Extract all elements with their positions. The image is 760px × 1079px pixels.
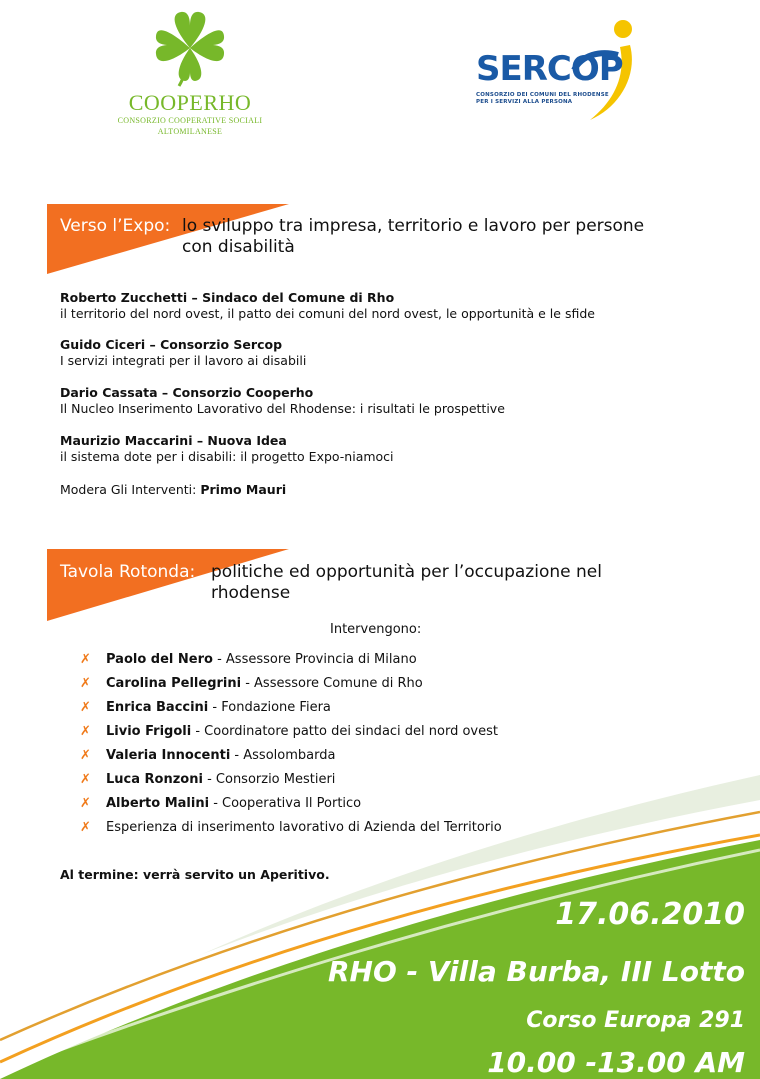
cross-bullet-icon: ✗ <box>80 676 91 691</box>
participants-list <box>80 650 502 842</box>
section1-prefix: Verso l’Expo: <box>60 216 171 236</box>
cooperho-logo <box>100 10 280 140</box>
event-time: 10.00 -13.00 AM <box>487 1046 745 1079</box>
moderator-label: Modera Gli Interventi: <box>60 482 201 497</box>
cross-bullet-icon: ✗ <box>80 796 91 811</box>
participant-role: - Cooperativa Il Portico <box>209 796 362 811</box>
participant-role: - Assolombarda <box>230 748 336 763</box>
participant-role: Esperienza di inserimento lavorativo di Azienda del Territorio <box>106 820 502 835</box>
speaker-topic: il sistema dote per i disabili: il progetto Expo-niamoci <box>60 449 394 464</box>
sercop-subtitle-1: CONSORZIO DEI COMUNI DEL RHODENSE <box>476 92 609 98</box>
event-place: RHO - Villa Burba, III Lotto <box>327 955 745 988</box>
participant-name: Alberto Malini <box>106 796 210 811</box>
cross-bullet-icon: ✗ <box>80 700 91 715</box>
speaker-topic: Il Nucleo Inserimento Lavorativo del Rhodense: i risultati le prospettive <box>60 401 505 416</box>
participant-role: - Fondazione Fiera <box>208 700 331 715</box>
speaker-topic: il territorio del nord ovest, il patto dei comuni del nord ovest, le opportunità e le sfide <box>60 306 595 321</box>
event-address: Corso Europa 291 <box>526 1008 745 1033</box>
speaker-1 <box>60 290 595 322</box>
cooperho-subtitle-1: CONSORZIO COOPERATIVE SOCIALI <box>117 116 263 125</box>
participant-role: - Coordinatore patto dei sindaci del nord ovest <box>191 724 498 739</box>
speaker-name: Dario Cassata – Consorzio Cooperho <box>60 385 314 400</box>
participant-name: Valeria Innocenti <box>106 748 231 763</box>
cross-bullet-icon: ✗ <box>80 724 91 739</box>
cross-bullet-icon: ✗ <box>80 820 91 835</box>
participant-name: Livio Frigoli <box>106 724 192 739</box>
participant-role: - Assessore Comune di Rho <box>241 676 423 691</box>
list-item <box>80 794 502 818</box>
list-item <box>80 650 502 674</box>
speaker-name: Roberto Zucchetti – Sindaco del Comune di Rho <box>60 290 395 305</box>
moderator-line <box>60 482 286 497</box>
closing-note: Al termine: verrà servito un Aperitivo. <box>60 867 330 882</box>
speaker-topic: I servizi integrati per il lavoro ai disabili <box>60 353 307 368</box>
participant-name: Paolo del Nero <box>106 652 213 667</box>
list-item <box>80 818 502 842</box>
sercop-subtitle-2: PER I SERVIZI ALLA PERSONA <box>476 99 573 105</box>
sercop-name: SERCOP <box>476 49 623 89</box>
event-date: 17.06.2010 <box>555 897 745 932</box>
intervengono-label: Intervengono: <box>330 622 422 637</box>
participant-name: Carolina Pellegrini <box>106 676 242 691</box>
section2-prefix: Tavola Rotonda: <box>60 562 196 582</box>
list-item <box>80 674 502 698</box>
list-item <box>80 698 502 722</box>
list-item <box>80 770 502 794</box>
list-item <box>80 746 502 770</box>
clover-icon <box>155 10 225 88</box>
participant-role: - Consorzio Mestieri <box>202 772 336 787</box>
cross-bullet-icon: ✗ <box>80 772 91 787</box>
list-item <box>80 722 502 746</box>
speaker-2 <box>60 337 306 369</box>
section1-title-line1: lo sviluppo tra impresa, territorio e lavoro per persone <box>182 216 645 236</box>
cross-bullet-icon: ✗ <box>80 748 91 763</box>
participant-name: Enrica Baccini <box>106 700 209 715</box>
cross-bullet-icon: ✗ <box>80 652 91 667</box>
section1-title-line2: con disabilità <box>182 237 295 257</box>
cooperho-subtitle-2: ALTOMILANESE <box>157 127 223 136</box>
moderator-name: Primo Mauri <box>200 482 287 497</box>
participant-role: - Assessore Provincia di Milano <box>212 652 417 667</box>
speaker-name: Maurizio Maccarini – Nuova Idea <box>60 433 287 448</box>
sercop-logo <box>470 15 650 130</box>
section2-title-line1: politiche ed opportunità per l’occupazione nel <box>211 562 602 582</box>
speaker-4 <box>60 433 394 465</box>
section2-title-line2: rhodense <box>211 583 291 603</box>
speaker-name: Guido Ciceri – Consorzio Sercop <box>60 337 283 352</box>
cooperho-name: COOPERHO <box>128 90 252 115</box>
participant-name: Luca Ronzoni <box>106 772 203 787</box>
speaker-3 <box>60 385 505 417</box>
